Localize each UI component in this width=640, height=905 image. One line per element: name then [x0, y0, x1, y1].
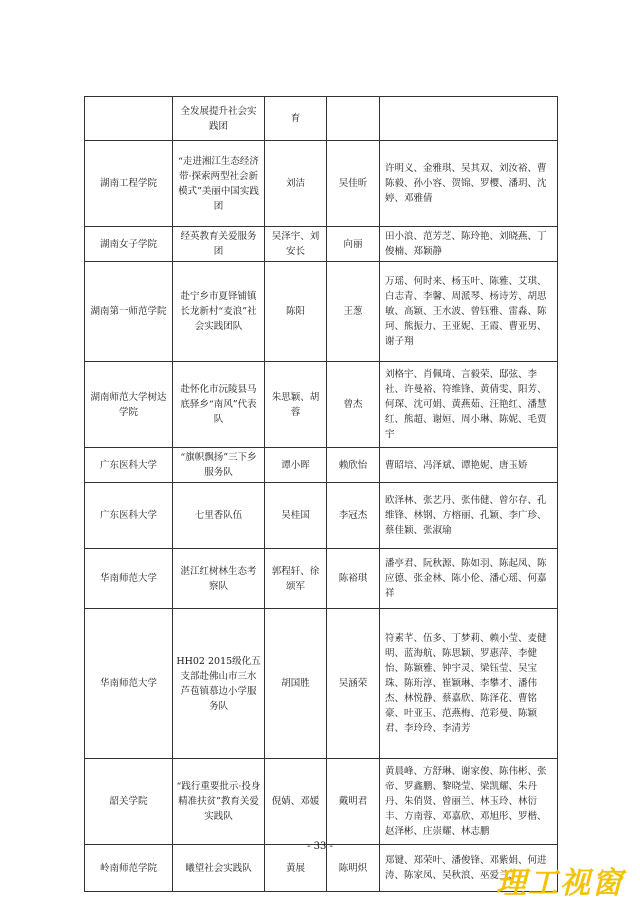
- leader-cell: 吴泽宇、刘安长: [265, 227, 327, 262]
- leader-cell: 吴桂国: [265, 483, 327, 549]
- leader-cell: 陈阳: [265, 262, 327, 362]
- page-number: - 33 -: [307, 841, 333, 852]
- table-row: [85, 448, 558, 483]
- table-row: [85, 362, 558, 448]
- members-cell: 欧泽林、张艺丹、张伟健、曾尔存、孔维锋、林钢、方榕丽、孔颖、李广珍、蔡佳颖、张淑瑜: [380, 483, 558, 549]
- teacher-cell: 吴涵荣: [327, 609, 380, 759]
- teacher-cell: 陈明炽: [327, 845, 380, 892]
- team-cell: 湛江红树林生态考察队: [173, 549, 265, 609]
- members-cell: 黄晨峰、方舒琳、谢家俊、陈伟彬、张帝、罗鑫鹏、黎晓莹、梁凯耀、朱丹丹、朱俏贤、曾丽兰、林玉玲、林衍丰、方南蓉、邓嘉欣、邓旭彤、罗楷、赵泽彬、庄崇耀、林志鹏: [380, 759, 558, 845]
- roster-body: [85, 97, 558, 892]
- school-cell: 华南师范大学: [85, 609, 173, 759]
- table-row: [85, 97, 558, 141]
- leader-cell: 刘洁: [265, 141, 327, 227]
- school-cell: 韶关学院: [85, 759, 173, 845]
- team-cell: 七里香队伍: [173, 483, 265, 549]
- teacher-cell: 戴明君: [327, 759, 380, 845]
- watermark-logo: 理工视窗: [496, 866, 624, 901]
- members-cell: 潘亭君、阮秋源、陈如羽、陈起凤、陈应德、张金林、陈小伦、潘心瑶、何嘉祥: [380, 549, 558, 609]
- members-cell: 曹昭培、冯泽斌、谭艳妮、唐玉娇: [380, 448, 558, 483]
- school-cell: 湖南工程学院: [85, 141, 173, 227]
- teacher-cell: 向丽: [327, 227, 380, 262]
- school-cell: 岭南师范学院: [85, 845, 173, 892]
- teacher-cell: 李冠杰: [327, 483, 380, 549]
- leader-cell: 谭小晖: [265, 448, 327, 483]
- members-cell: 刘格宇、肖佩琦、言毅荣、邸弦、李社、许曼裕、符维锋、黄倩雯、阳芳、何琛、沈可娟、黄燕茹、汪艳红、潘慧红、熊超、谢姮、周小琳、陈妮、毛贾宇: [380, 362, 558, 448]
- school-cell: 湖南女子学院: [85, 227, 173, 262]
- team-cell: “践行重要批示·投身精准扶贫”教育关爱实践队: [173, 759, 265, 845]
- team-cell: 赴宁乡市夏铎铺镇长龙新村“麦浪”社会实践团队: [173, 262, 265, 362]
- school-cell: [85, 97, 173, 141]
- teacher-cell: 赖欣怡: [327, 448, 380, 483]
- teacher-cell: [327, 97, 380, 141]
- team-cell: HH02 2015级化五支部赴佛山市三水芦苞镇慕边小学服务队: [173, 609, 265, 759]
- members-cell: [380, 97, 558, 141]
- table-row: [85, 483, 558, 549]
- table-row: [85, 609, 558, 759]
- table-row: [85, 549, 558, 609]
- team-roster-table: [84, 96, 558, 892]
- school-cell: 湖南师范大学树达学院: [85, 362, 173, 448]
- team-cell: “走进湘江生态经济带·探索两型社会新模式”美丽中国实践团: [173, 141, 265, 227]
- members-cell: 万瑶、何时来、杨玉叶、陈雅、艾琪、白志青、李馨、周派琴、杨诗芳、胡思敏、高颖、王水波、曾钰雅、雷淼、陈珂、熊振力、王亚妮、王霞、曹亚男、谢子翔: [380, 262, 558, 362]
- leader-cell: 黄展: [265, 845, 327, 892]
- leader-cell: 倪婧、邓媛: [265, 759, 327, 845]
- school-cell: 湖南第一师范学院: [85, 262, 173, 362]
- teacher-cell: 王葱: [327, 262, 380, 362]
- table-row: [85, 759, 558, 845]
- members-cell: 许明义、金雅琪、吴其双、刘汝裕、曹陈毅、孙小容、贺锦、罗樱、潘玥、沈婷、邓雅倩: [380, 141, 558, 227]
- team-cell: “旗帜飘扬”三下乡服务队: [173, 448, 265, 483]
- teacher-cell: 陈裕琪: [327, 549, 380, 609]
- table-row: [85, 141, 558, 227]
- members-cell: 符素芊、伍多、丁梦莉、赖小莹、麦健明、蓝海航、陈思颖、罗惠萍、李健怡、陈颖雅、钟宇灵、梁钰莹、吴宝珠、陈珩淳、崔颖琳、李攀才、潘伟杰、林悦静、蔡嘉欣、陈泽花、曹铭豪、叶亚玉、范燕梅、范彩曼、陈颖君、李玲玲、李清芳: [380, 609, 558, 759]
- leader-cell: 郭程轩、徐颂军: [265, 549, 327, 609]
- leader-cell: 胡国胜: [265, 609, 327, 759]
- team-cell: 全发展提升社会实践团: [173, 97, 265, 141]
- school-cell: 广东医科大学: [85, 483, 173, 549]
- teacher-cell: 吴佳昕: [327, 141, 380, 227]
- leader-cell: 育: [265, 97, 327, 141]
- teacher-cell: 曾杰: [327, 362, 380, 448]
- table-row: [85, 227, 558, 262]
- table-row: [85, 262, 558, 362]
- members-cell: 郑键、郑荣叶、潘俊锋、邓紫娟、何进涛、陈家凤、吴秋浪、巫爱兰、: [380, 845, 558, 892]
- school-cell: 华南师范大学: [85, 549, 173, 609]
- leader-cell: 朱思颖、胡蓉: [265, 362, 327, 448]
- school-cell: 广东医科大学: [85, 448, 173, 483]
- team-cell: 曦望社会实践队: [173, 845, 265, 892]
- team-cell: 赴怀化市沅陵县马底驿乡“南风”代表队: [173, 362, 265, 448]
- team-cell: 经英教育关爱服务团: [173, 227, 265, 262]
- members-cell: 田小浪、范芳芝、陈玲艳、刘晓燕、丁俊楠、郑颖静: [380, 227, 558, 262]
